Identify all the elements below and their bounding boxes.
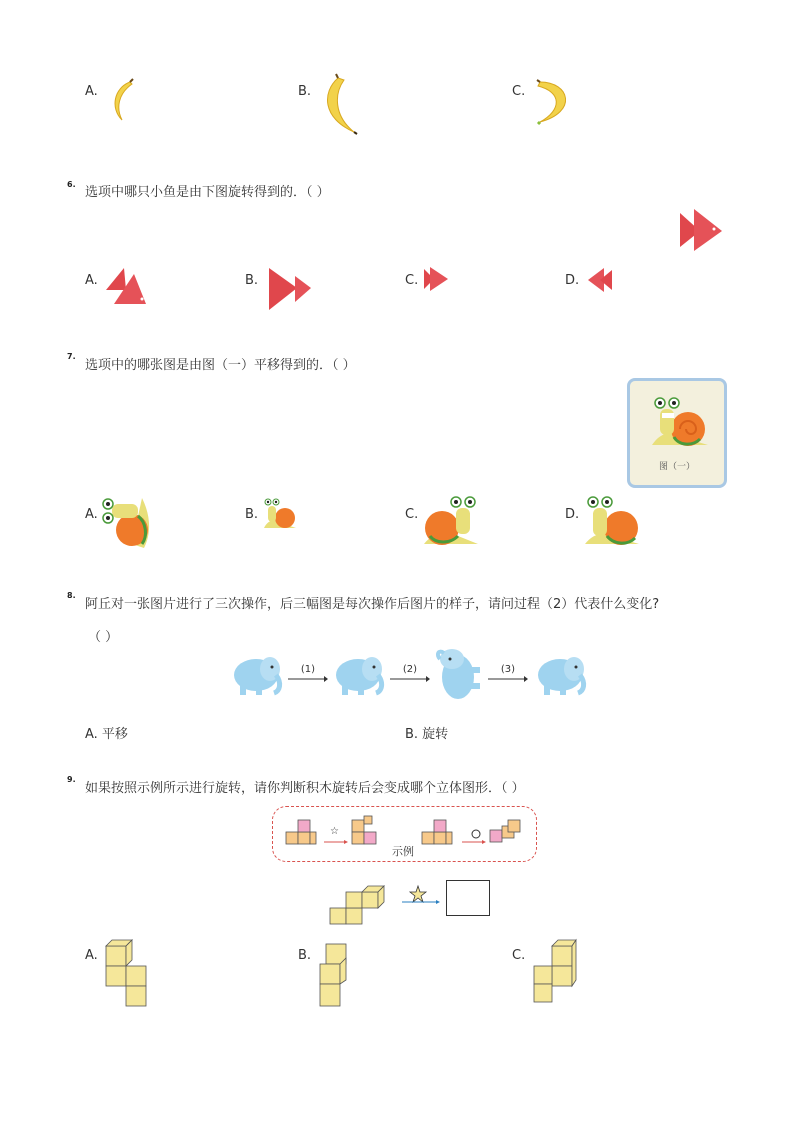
block-option-c-icon: [532, 940, 578, 1004]
q7-option-d[interactable]: [565, 507, 579, 522]
arrow-icon-1: [288, 676, 328, 682]
q9-number: 9.: [67, 775, 76, 784]
q6-option-a[interactable]: [85, 273, 98, 288]
elephant-icon-1: [226, 651, 282, 697]
q6-number: 6.: [67, 180, 76, 189]
q9-option-a[interactable]: [85, 948, 98, 963]
snail-option-b-icon: [262, 498, 298, 530]
q9-question-text: 如果按照示例所示进行旋转，请你判断积木旋转后会变成哪个立体图形．（ ）: [85, 781, 525, 796]
q8-answer-blank: （ ）: [88, 630, 119, 645]
snail-figure-icon: [648, 393, 710, 451]
banana-icon-c: [534, 76, 576, 128]
block-option-a-icon: [104, 940, 152, 1008]
fish-figure-icon: [678, 207, 724, 253]
q7-option-a[interactable]: [85, 507, 98, 522]
fish-option-a-icon: [104, 266, 150, 308]
star-arrow-icon: [400, 884, 442, 908]
q7-number: 7.: [67, 352, 76, 361]
snail-figure-frame: [627, 378, 727, 488]
q9-option-b-label: B.: [298, 948, 312, 963]
snail-option-c-icon: [422, 494, 480, 548]
q7-option-c-label: C.: [405, 507, 419, 522]
q6-option-d-label: D.: [565, 273, 580, 288]
q5-option-b[interactable]: [298, 84, 311, 99]
arrow-icon-3: [488, 676, 528, 682]
snail-option-d-icon: [583, 494, 641, 548]
q7-option-b[interactable]: [245, 507, 258, 522]
q6-option-c-label: C.: [405, 273, 419, 288]
q5-option-b-label: B.: [298, 84, 312, 99]
svg-text:☆: ☆: [330, 826, 339, 837]
q5-option-a[interactable]: [85, 84, 98, 99]
elephant-icon-3: [434, 647, 484, 703]
step-1-label: (1): [300, 664, 316, 675]
banana-icon-a: [106, 78, 136, 124]
q9-option-a-label: A.: [85, 948, 98, 963]
fish-option-c-icon: [422, 265, 450, 293]
block-option-b-icon: [318, 940, 352, 1010]
figure-caption: 图（一）: [658, 462, 695, 472]
banana-icon-b: [320, 74, 360, 136]
q7-question-text: 选项中的哪张图是由图（一）平移得到的．（ ）: [85, 358, 356, 373]
fish-option-b-icon: [267, 266, 313, 312]
q8-question-text: 阿丘对一张图片进行了三次操作，后三幅图是每次操作后图片的样子，请问过程（2）代表什么变化?: [85, 597, 660, 612]
q6-option-d[interactable]: [565, 273, 579, 288]
q7-option-b-label: B.: [245, 507, 259, 522]
q7-option-a-label: A.: [85, 507, 98, 522]
snail-option-a-icon: [102, 494, 154, 552]
elephant-icon-2: [330, 651, 386, 697]
q8-number: 8.: [67, 591, 76, 600]
q5-option-c-label: C.: [512, 84, 526, 99]
step-3-label: (3): [500, 664, 516, 675]
q7-option-d-label: D.: [565, 507, 580, 522]
example-label: 示例: [392, 845, 414, 858]
q5-option-c[interactable]: [512, 84, 525, 99]
step-2-label: (2): [402, 664, 418, 675]
q6-question-text: 选项中哪只小鱼是由下图旋转得到的．（ ）: [85, 185, 330, 200]
elephant-icon-4: [532, 651, 588, 697]
q8-option-b[interactable]: B. 旋转: [405, 727, 449, 742]
q6-option-c[interactable]: [405, 273, 418, 288]
answer-box[interactable]: [446, 880, 490, 916]
q9-option-c-label: C.: [512, 948, 526, 963]
fish-option-d-icon: [586, 266, 614, 294]
q6-option-b-label: B.: [245, 273, 259, 288]
q6-option-a-label: A.: [85, 273, 98, 288]
q6-option-b[interactable]: [245, 273, 258, 288]
block-figure-icon: [328, 886, 388, 928]
q8-option-a[interactable]: A. 平移: [85, 727, 128, 742]
q7-option-c[interactable]: [405, 507, 418, 522]
arrow-icon-2: [390, 676, 430, 682]
q9-option-c[interactable]: [512, 948, 525, 963]
q5-option-a-label: A.: [85, 84, 98, 99]
q9-option-b[interactable]: [298, 948, 311, 963]
